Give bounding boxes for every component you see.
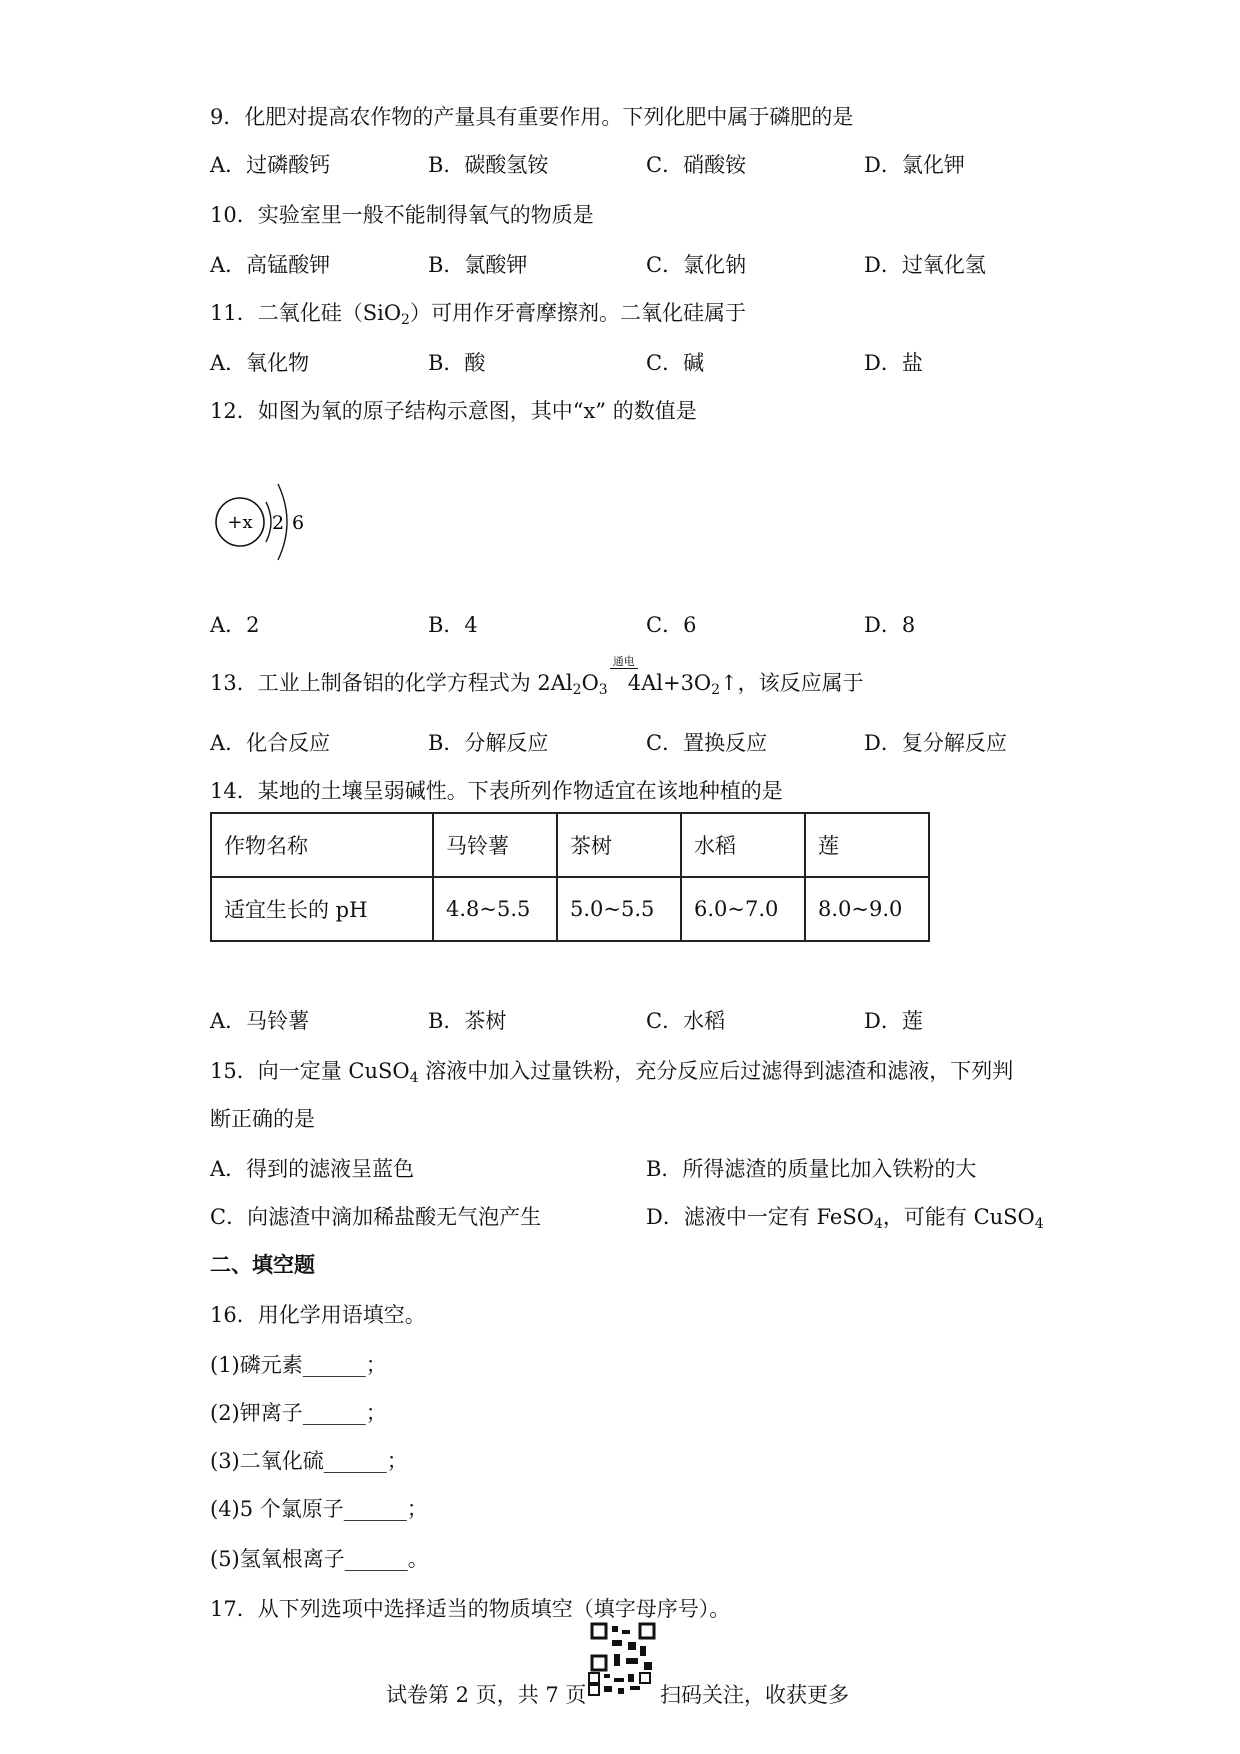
q15-option-c: C．向滤渣中滴加稀盐酸无气泡产生 — [210, 1205, 542, 1229]
q13-option-a: A．化合反应 — [210, 731, 331, 755]
q10-option-d: D．过氧化氢 — [864, 253, 986, 277]
question-15-stem-line1: 15．向一定量 CuSO$_4$ 溶液中加入过量铁粉，充分反应后过滤得到滤渣和滤液，下列判 — [210, 1059, 1014, 1086]
q10-option-a: A．高锰酸钾 — [210, 253, 331, 277]
q14-option-d: D．莲 — [864, 1009, 923, 1033]
q13-option-c: C．置换反应 — [646, 731, 768, 755]
reaction-condition: 通电 — [608, 668, 628, 698]
table-row — [211, 813, 929, 877]
q11-option-b: B．酸 — [428, 351, 486, 375]
q9-option-b: B．碳酸氢铵 — [428, 153, 549, 177]
q12-option-b: B．4 — [428, 613, 478, 637]
q11-option-d: D．盐 — [864, 351, 923, 375]
question-16-stem: 16．用化学用语填空。 — [210, 1303, 426, 1327]
q15-option-b: B．所得滤渣的质量比加入铁粉的大 — [646, 1157, 977, 1181]
question-14-stem: 14．某地的土壤呈弱碱性。下表所列作物适宜在该地种植的是 — [210, 779, 783, 803]
page-number: 试卷第 2 页，共 7 页 — [386, 1683, 587, 1707]
table-cell: 5.0~5.5 — [557, 877, 681, 941]
question-15-stem-line2: 断正确的是 — [210, 1107, 315, 1131]
q16-item-1: (1)磷元素______； — [210, 1353, 387, 1377]
table-cell: 茶树 — [557, 813, 681, 877]
q11-option-c: C．碱 — [646, 351, 705, 375]
nucleus-charge-label: +x — [227, 512, 253, 533]
q12-option-c: C．6 — [646, 613, 697, 637]
q16-item-5: (5)氢氧根离子______。 — [210, 1547, 429, 1571]
q10-option-b: B．氯酸钾 — [428, 253, 528, 277]
scan-prompt: 扫码关注，收获更多 — [660, 1683, 849, 1707]
q15-option-d: D．滤液中一定有 FeSO$_4$，可能有 CuSO$_4$ — [646, 1205, 1044, 1232]
question-17-stem: 17．从下列选项中选择适当的物质填空（填字母序号）。 — [210, 1597, 731, 1621]
shell-2-electrons: 6 — [291, 512, 304, 534]
section-title: 二、填空题 — [210, 1252, 315, 1277]
table-cell: 莲 — [805, 813, 929, 877]
shell-1-electrons: 2 — [271, 512, 285, 534]
q14-option-c: C．水稻 — [646, 1009, 726, 1033]
q15-option-a: A．得到的滤液呈蓝色 — [210, 1157, 415, 1181]
q11-option-a: A．氧化物 — [210, 351, 310, 375]
table-cell: 马铃薯 — [433, 813, 557, 877]
shell-arc-1 — [266, 502, 271, 542]
q9-option-c: C．硝酸铵 — [646, 153, 747, 177]
table-cell: 4.8~5.5 — [433, 877, 557, 941]
q10-option-c: C．氯化钠 — [646, 253, 747, 277]
crop-ph-table — [210, 812, 930, 942]
oxygen-atom-structure-diagram — [214, 462, 304, 582]
q9-option-a: A．过磷酸钙 — [210, 153, 331, 177]
qr-code-small-icon — [588, 1672, 652, 1696]
q13-option-d: D．复分解反应 — [864, 731, 1007, 755]
table-row — [211, 877, 929, 941]
table-cell: 6.0~7.0 — [681, 877, 805, 941]
question-10-stem: 10．实验室里一般不能制得氧气的物质是 — [210, 203, 594, 227]
q13-option-b: B．分解反应 — [428, 731, 549, 755]
table-cell: 水稻 — [681, 813, 805, 877]
table-cell: 作物名称 — [211, 813, 433, 877]
table-cell: 8.0~9.0 — [805, 877, 929, 941]
q16-item-3: (3)二氧化硫______； — [210, 1449, 408, 1473]
q16-item-2: (2)钾离子______； — [210, 1401, 387, 1425]
q9-option-d: D．氯化钾 — [864, 153, 965, 177]
q12-option-d: D．8 — [864, 613, 916, 637]
question-9-stem: 9．化肥对提高农作物的产量具有重要作用。下列化肥中属于磷肥的是 — [210, 105, 854, 129]
q16-item-4: (4)5 个氯原子______； — [210, 1497, 428, 1521]
q14-option-b: B．茶树 — [428, 1009, 507, 1033]
question-11-stem: 11．二氧化硅（SiO$_2$）可用作牙膏摩擦剂。二氧化硅属于 — [210, 301, 746, 328]
question-13-stem: 13．工业上制备铝的化学方程式为 $2Al_2O_3$ 通电 $4Al+3O_2↑$，该反应属于 — [210, 655, 864, 698]
table-cell: 适宜生长的 pH — [211, 877, 433, 941]
q12-option-a: A．2 — [210, 613, 260, 637]
qr-code-icon — [590, 1622, 656, 1672]
question-12-stem: 12．如图为氧的原子结构示意图，其中“x” 的数值是 — [210, 399, 697, 423]
q14-option-a: A．马铃薯 — [210, 1009, 310, 1033]
